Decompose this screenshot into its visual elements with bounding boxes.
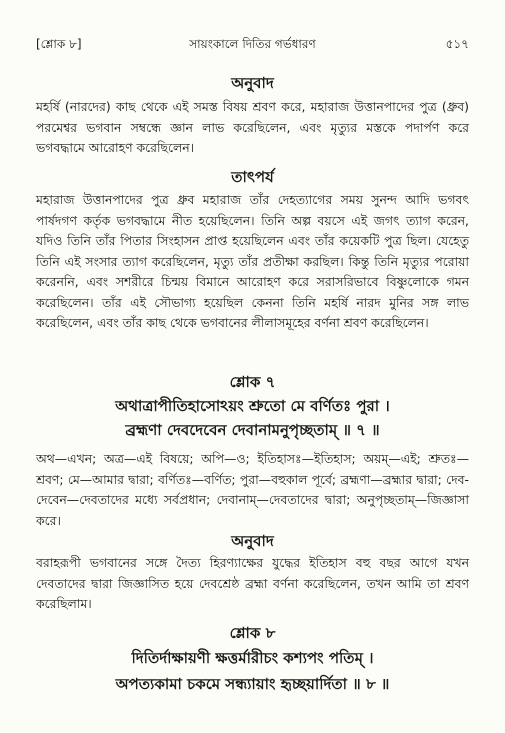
purport-heading: তাৎপর্য: [231, 168, 274, 186]
translation-paragraph-2: বরাহরূপী ভগবানের সঙ্গে দৈত্য হিরণ্যাক্ষের যুদ্ধের ইতিহাস বহু বছর আগে যখন দেবতাদের দ্বারা জিজ্ঞাসিত হয়ে দেবশ্রেষ্ঠ ব্রহ্মা বর্ণনা করেছিলেন, তখন আমি তা শ্রবণ করেছিলাম।: [36, 555, 469, 611]
header-page-number: ৫১৭: [445, 37, 469, 51]
verse-7-line-2: ব্রহ্মণা দেবদেবেন দেবানামনুপৃচ্ছতাম্ ॥ ৭ ॥: [125, 421, 380, 439]
translation-heading: অনুবাদ: [231, 74, 274, 92]
translation-heading-2: অনুবাদ: [231, 532, 274, 550]
verse-8-heading: শ্লোক ৮: [229, 624, 276, 642]
header-chapter-title: সায়ংকালে দিতির গর্ভধারণ: [189, 37, 316, 51]
verse-8-line-1: দিতির্দাক্ষায়ণী ক্ষত্তর্মারীচং কশ্যপং পতিম্ ।: [131, 649, 374, 667]
translation-paragraph: মহর্ষি (নারদের) কাছ থেকে এই সমস্ত বিষয় শ্রবণ করে, মহারাজ উত্তানপাদের পুত্র (ধ্রুব) পরমেশ্বর ভগবান সম্বন্ধে জ্ঞান লাভ করেছিলেন, এবং মৃত্যুর মস্তকে পদার্পণ করে ভগবদ্ধামে আরোহণ করেছিলেন।: [36, 99, 469, 155]
header-verse-ref: [শ্লোক ৮]: [36, 37, 82, 51]
page-header: [36, 36, 469, 56]
word-synonyms: অথ—এখন; অত্র—এই বিষয়ে; অপি—ও; ইতিহাসঃ—ইতিহাস; অয়ম্—এই; শ্রুতঃ—শ্রবণ; মে—আমার দ্বারা; বর্ণিতঃ—বর্ণিত; পুরা—বহুকাল পূর্বে; ব্রহ্মণা—ব্রহ্মার দ্বারা; দেব-দেবেন—দেবতাদের মধ্যে সর্বপ্রধান; দেবানাম্—দেবতাদের দ্বারা; অনুপৃচ্ছতাম্—জিজ্ঞাসা করে।: [36, 451, 469, 528]
verse-8-line-2: অপত্যকামা চকমে সন্ধ্যায়াং হৃচ্ছয়ার্দিতা ॥ ৮ ॥: [115, 675, 390, 693]
purport-paragraph: মহারাজ উত্তানপাদের পুত্র ধ্রুব মহারাজ তাঁর দেহত্যাগের সময় সুনন্দ আদি ভগবৎ পার্ষদগণ কর্তৃক ভগবদ্ধামে নীত হয়েছিলেন। তিনি অল্প বয়সে এই জগৎ ত্যাগ করেন, যদিও তিনি তাঁর পিতার সিংহাসন প্রাপ্ত হয়েছিলেন এবং তাঁর কয়েকটি পুত্র ছিল। যেহেতু তিনি এই সংসার ত্যাগ করেছিলেন, মৃত্যু তাঁর প্রতীক্ষা করছিল। কিন্তু তিনি মৃত্যুর পরোয়া করেননি, এবং সশরীরে চিন্ময় বিমানে আরোহণ করে সরাসরিভাবে বিষ্ণুলোকে গমন করেছিলেন। তাঁর এই সৌভাগ্য হয়েছিল কেননা তিনি মহর্ষি নারদ মুনির সঙ্গ লাভ করেছিলেন, এবং তাঁর কাছ থেকে ভগবানের লীলাসমূহের বর্ণনা শ্রবণ করেছিলেন।: [36, 192, 469, 330]
verse-7-heading: শ্লোক ৭: [229, 373, 276, 391]
verse-7-line-1: অথাত্রাপীতিহাসোঽয়ং শ্রুতো মে বর্ণিতঃ পুরা ।: [115, 397, 390, 415]
